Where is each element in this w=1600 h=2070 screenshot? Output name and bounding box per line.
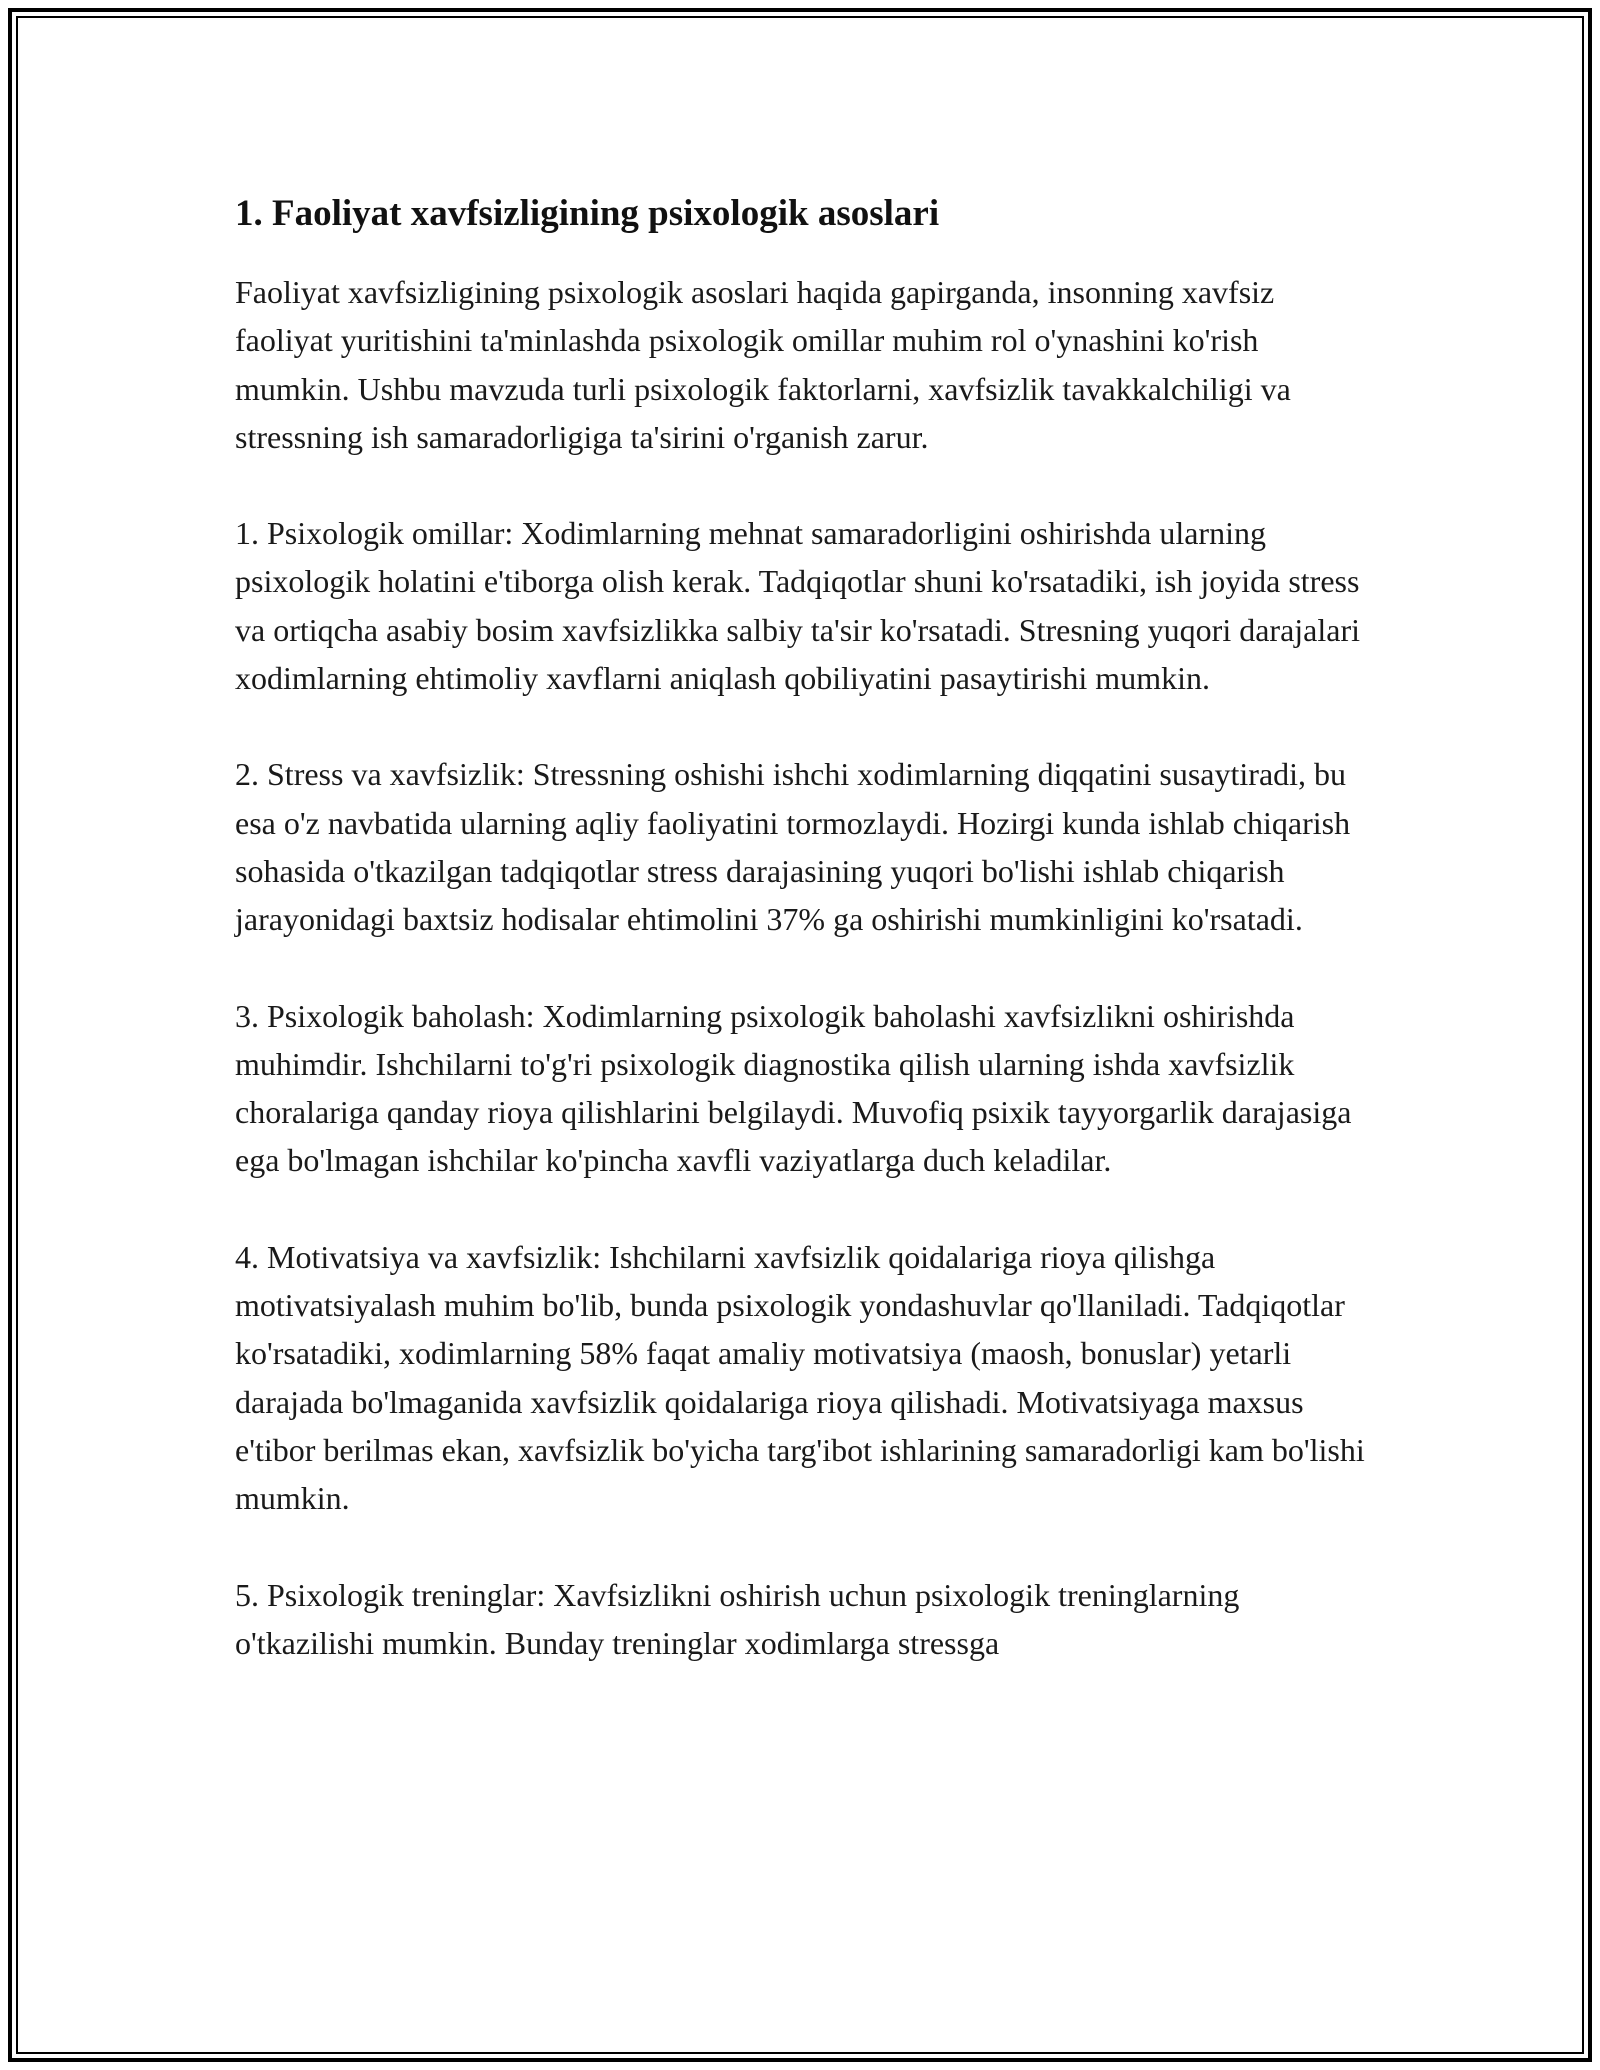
paragraph-motivation-and-safety: 4. Motivatsiya va xavfsizlik: Ishchilarni xavfsizlik qoidalariga rioya qilishga motivatsiyalash muhim bo'lib, bunda psixologik yondashuvlar qo'llaniladi. Tadqiqotlar ko'rsatadiki, xodimlarning 58% faqat amaliy motivatsiya (maosh, bonuslar) yetarli darajada bo'lmaganida xavfsizlik qoidalariga rioya qilishadi. Motivatsiyaga maxsus e'tibor berilmas ekan, xavfsizlik bo'yicha targ'ibot ishlarining samaradorligi kam bo'lishi mumkin.: [235, 1238, 1365, 1517]
document-body: [235, 188, 1375, 1715]
paragraph-psychological-factors: 1. Psixologik omillar: Xodimlarning mehnat samaradorligini oshirishda ularning psixologik holatini e'tiborga olish kerak. Tadqiqotlar shuni ko'rsatadiki, ish joyida stress va ortiqcha asabiy bosim xavfsizlikka salbiy ta'sir ko'rsatadi. Stresning yuqori darajalari xodimlarning ehtimoliy xavflarni aniqlash qobiliyatini pasaytirishi mumkin.: [235, 515, 1361, 697]
paragraph-psychological-assessment: 3. Psixologik baholash: Xodimlarning psixologik baholashi xavfsizlikni oshirishda muhimdir. Ishchilarni to'g'ri psixologik diagnostika qilish ularning ishda xavfsizlik choralariga qanday rioya qilishlarini belgilaydi. Muvofiq psixik tayyorgarlik darajasiga ega bo'lmagan ishchilar ko'pincha xavfli vaziyatlarga duch keladilar.: [235, 997, 1352, 1179]
section-heading: 1. Faoliyat xavfsizligining psixologik asoslari: [235, 193, 940, 234]
paragraph-psychological-trainings: 5. Psixologik treninglar: Xavfsizlikni oshirish uchun psixologik treninglarning o'tkazilishi mumkin. Bunday treninglar xodimlarga stressga: [235, 1576, 1240, 1661]
paragraph-stress-and-safety: 2. Stress va xavfsizlik: Stressning oshishi ishchi xodimlarning diqqatini susaytiradi, bu esa o'z navbatida ularning aqliy faoliyatini tormozlaydi. Hozirgi kunda ishlab chiqarish sohasida o'tkazilgan tadqiqotlar stress darajasining yuqori bo'lishi ishlab chiqarish jarayonidagi baxtsiz hodisalar ehtimolini 37% ga oshirishi mumkinligini ko'rsatadi.: [235, 756, 1351, 938]
intro-paragraph: Faoliyat xavfsizligining psixologik asoslari haqida gapirganda, insonning xavfsiz faoliyat yuritishini ta'minlashda psixologik omillar muhim rol o'ynashini ko'rish mumkin. Ushbu mavzuda turli psixologik faktorlarni, xavfsizlik tavakkalchiligi va stressning ish samaradorligiga ta'sirini o'rganish zarur.: [235, 274, 1291, 455]
